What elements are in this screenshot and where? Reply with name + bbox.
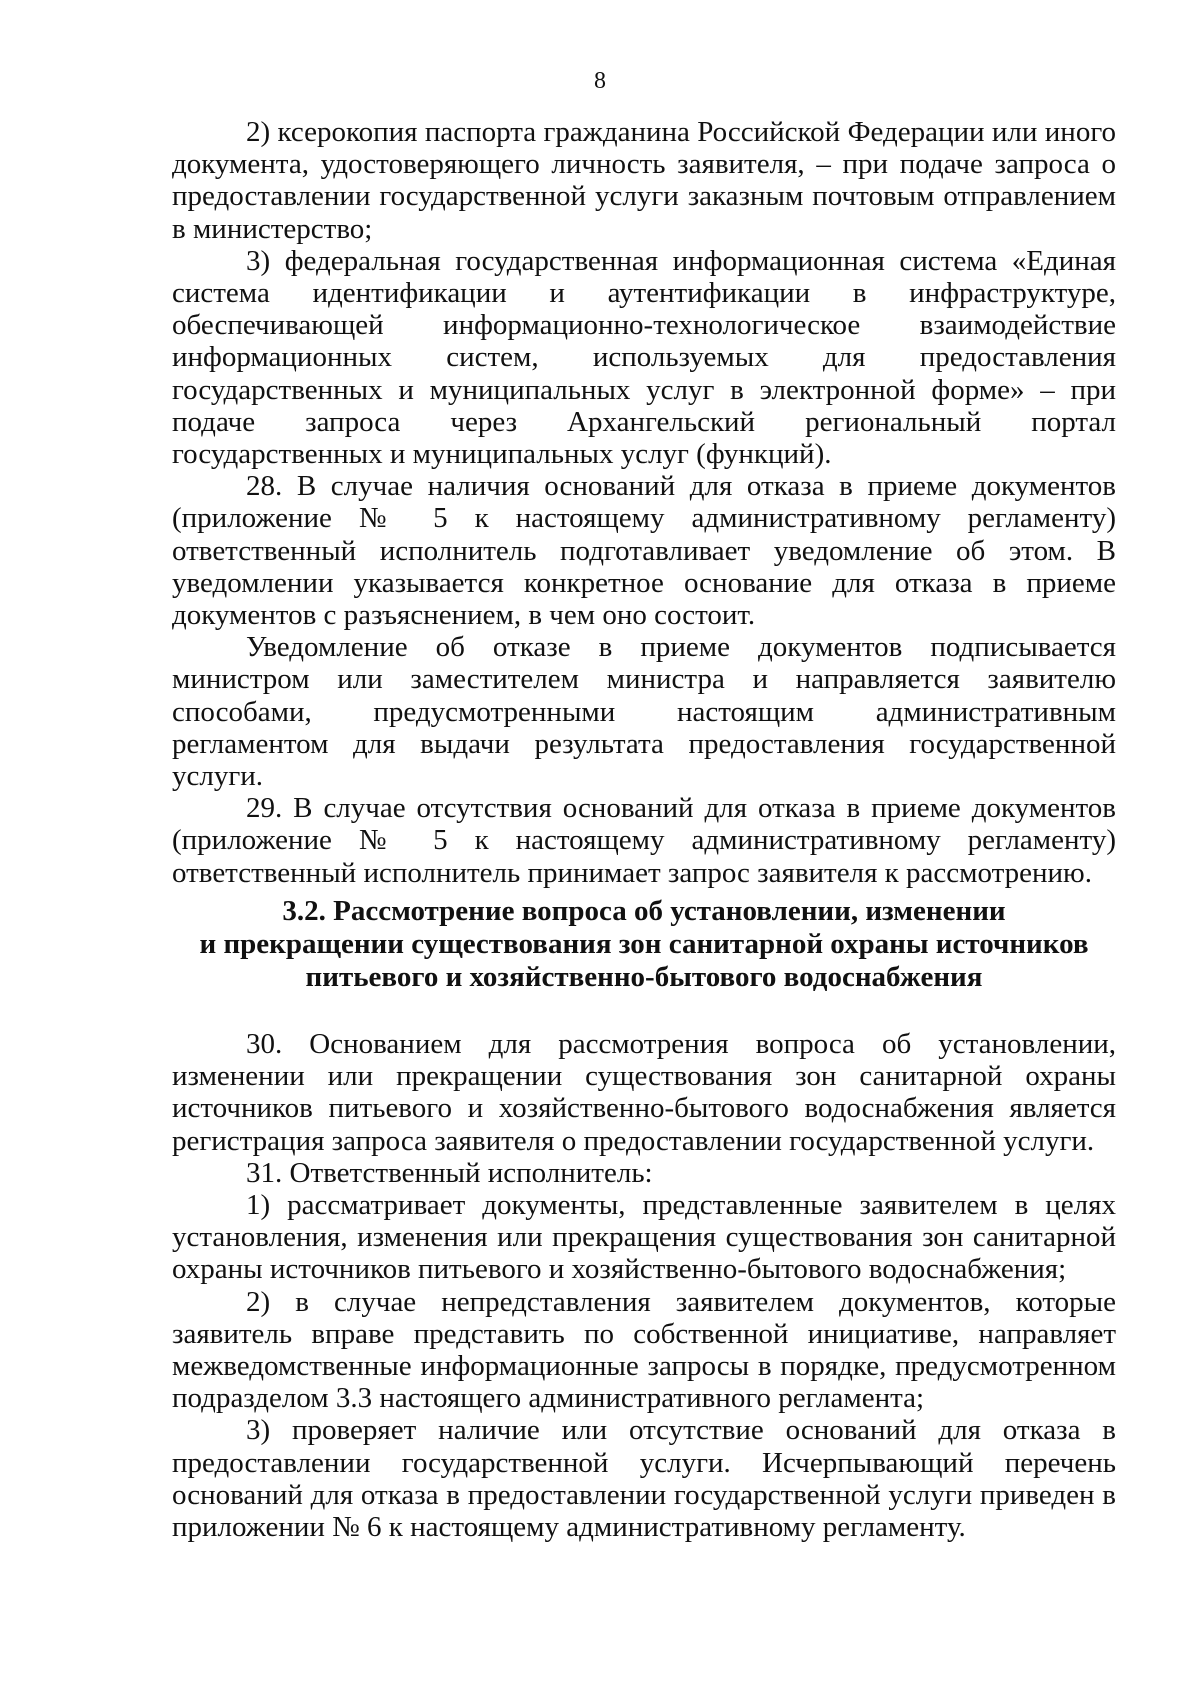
section-top-text: [172, 116, 1116, 889]
paragraph-refusal-notice: Уведомление об отказе в приеме документов подписывается министром или заместителем министра и направляется заявителю способами, предусмотренными настоящим административным регламентом для выдачи результата предоставления государственной услуги.: [172, 631, 1116, 793]
paragraph-item-31-1: 1) рассматривает документы, представленные заявителем в целях установления, изменения или прекращения существования зон санитарной охраны источников питьевого и хозяйственно-бытового водоснабжения;: [172, 1189, 1116, 1286]
page-number: 8: [594, 68, 606, 94]
paragraph-item-29: 29. В случае отсутствия оснований для отказа в приеме документов (приложение № 5 к настоящему административному регламенту) ответственный исполнитель принимает запрос заявителя к рассмотрению.: [172, 792, 1116, 889]
paragraph-passport-copy: 2) ксерокопия паспорта гражданина Российской Федерации или иного документа, удостоверяющего личность заявителя, – при подаче запроса о предоставлении государственной услуги заказным почтовым отправлением в министерство;: [172, 116, 1116, 245]
paragraph-esia-system: 3) федеральная государственная информационная система «Единая система идентификации и аутентификации в инфраструктуре, обеспечивающей информационно-технологическое взаимодействие информационных систем, используемых для предоставления государственных и муниципальных услуг в электронной форме» – при подаче запроса через Архангельский региональный портал государственных и муниципальных услуг (функций).: [172, 244, 1116, 471]
section-bottom-text: [172, 1028, 1116, 1543]
section-heading-line-1: 3.2. Рассмотрение вопроса об установлении, изменении: [282, 895, 1006, 927]
section-heading-line-3: питьевого и хозяйственно-бытового водоснабжения: [305, 961, 983, 993]
paragraph-item-28: 28. В случае наличия оснований для отказа в приеме документов (приложение № 5 к настоящему административному регламенту) ответственный исполнитель подготавливает уведомление об этом. В уведомлении указывается конкретное основание для отказа в приеме документов с разъяснением, в чем оно состоит.: [172, 470, 1116, 632]
paragraph-item-31-2: 2) в случае непредставления заявителем документов, которые заявитель вправе представить по собственной инициативе, направляет межведомственные информационные запросы в порядке, предусмотренном подразделом 3.3 настоящего административного регламента;: [172, 1285, 1116, 1415]
paragraph-item-30: 30. Основанием для рассмотрения вопроса об установлении, изменении или прекращении существования зон санитарной охраны источников питьевого и хозяйственно-бытового водоснабжения является регистрация запроса заявителя о предоставлении государственной услуги.: [172, 1028, 1116, 1157]
section-heading-line-2: и прекращении существования зон санитарной охраны источников: [199, 928, 1089, 960]
section-heading: [172, 895, 1116, 994]
paragraph-item-31: 31. Ответственный исполнитель:: [246, 1156, 653, 1189]
paragraph-item-31-3: 3) проверяет наличие или отсутствие оснований для отказа в предоставлении государственной услуги. Исчерпывающий перечень оснований для отказа в предоставлении государственной услуги приведен в приложении № 6 к настоящему административному регламенту.: [172, 1414, 1116, 1544]
